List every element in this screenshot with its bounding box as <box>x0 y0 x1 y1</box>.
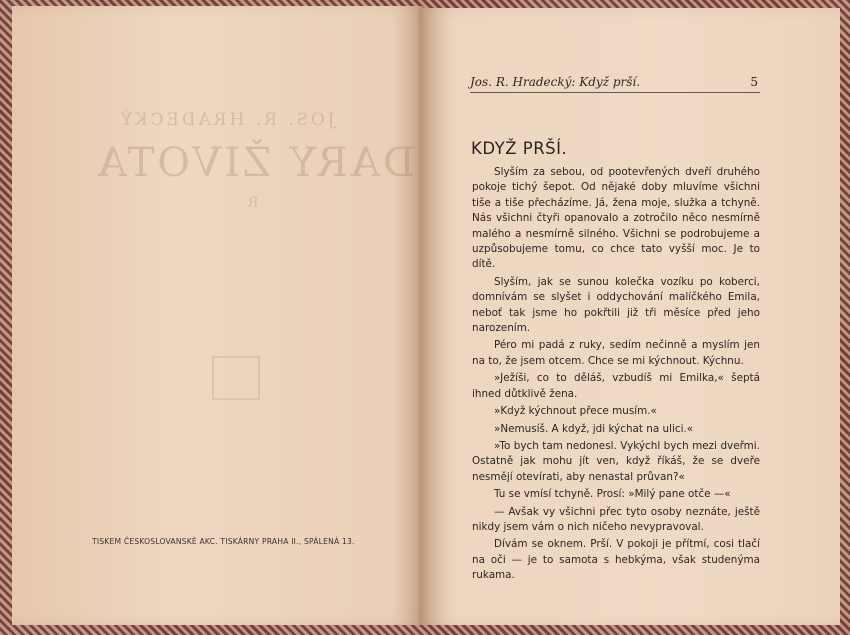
show-through-text: R <box>245 195 259 211</box>
show-through-emblem <box>212 356 260 400</box>
page-number: 5 <box>750 75 758 89</box>
paragraph: »To bych tam nedonesl. Vykýchl bych mezi dveřmi. Ostatně jak mohu jít ven, když říkáš, že se dveře nesmějí otevírati, aby nenastal průvan?« <box>472 439 760 483</box>
chapter-title: KDYŽ PRŠÍ. <box>471 139 568 158</box>
show-through-text: JOS. R. HRADECKÝ <box>118 110 335 130</box>
left-page <box>12 6 422 625</box>
running-head <box>470 75 760 93</box>
paragraph: »Nemusíš. A když, jdi kýchat na ulici.« <box>494 422 694 435</box>
paragraph: Péro mi padá z ruky, sedím nečinně a myslím jen na to, že jsem otcem. Chce se mi kýchnout. Kýchnu. <box>472 339 760 367</box>
body-text <box>472 165 760 586</box>
paragraph: — Avšak vy všichni přec tyto osoby neznáte, ještě nikdy jsem vám o nich ničeho nevypravoval. <box>472 505 760 533</box>
paragraph: Dívám se oknem. Prší. V pokoji je přítmí, cosi tlačí na oči — je to samota s hebkýma, však studenýma rukama. <box>472 538 760 582</box>
show-through-text: DARY ŽIVOTA <box>95 140 415 186</box>
paragraph: Tu se vmísí tchyně. Prosí: »Milý pane otče —« <box>494 488 731 501</box>
running-head-text: Jos. R. Hradecký: Když prší. <box>470 75 641 89</box>
printer-imprint: TISKEM ČESKOSLOVANSKÉ AKC. TISKÁRNY PRAHA II., SPÁLENÁ 13. <box>92 537 355 546</box>
paragraph: »Ježíši, co to děláš, vzbudíš mi Emilka,« šeptá ihned důtklivě žena. <box>472 372 760 400</box>
paragraph: »Když kýchnout přece musím.« <box>494 405 657 418</box>
paragraph: Slyším za sebou, od pootevřených dveří druhého pokoje tichý šepot. Od nějaké doby mluvíme všichni tiše a tiše přecházíme. Já, žena moje, služka a tchyně. Nás všichni čtyři opanovalo a zotročilo něco nesmírně malého a nesmírně silného. Všichni se podrobujeme a uzpůsobujeme tomu, co chce tato vyšší moc. Je to dítě. <box>472 166 760 271</box>
paragraph: Slyším, jak se sunou kolečka vozíku po koberci, domnívám se slyšet i oddychování malíčkého Emila, neboť tak jsme ho pokřtili již tři měsíce před jeho narozením. <box>472 275 760 335</box>
